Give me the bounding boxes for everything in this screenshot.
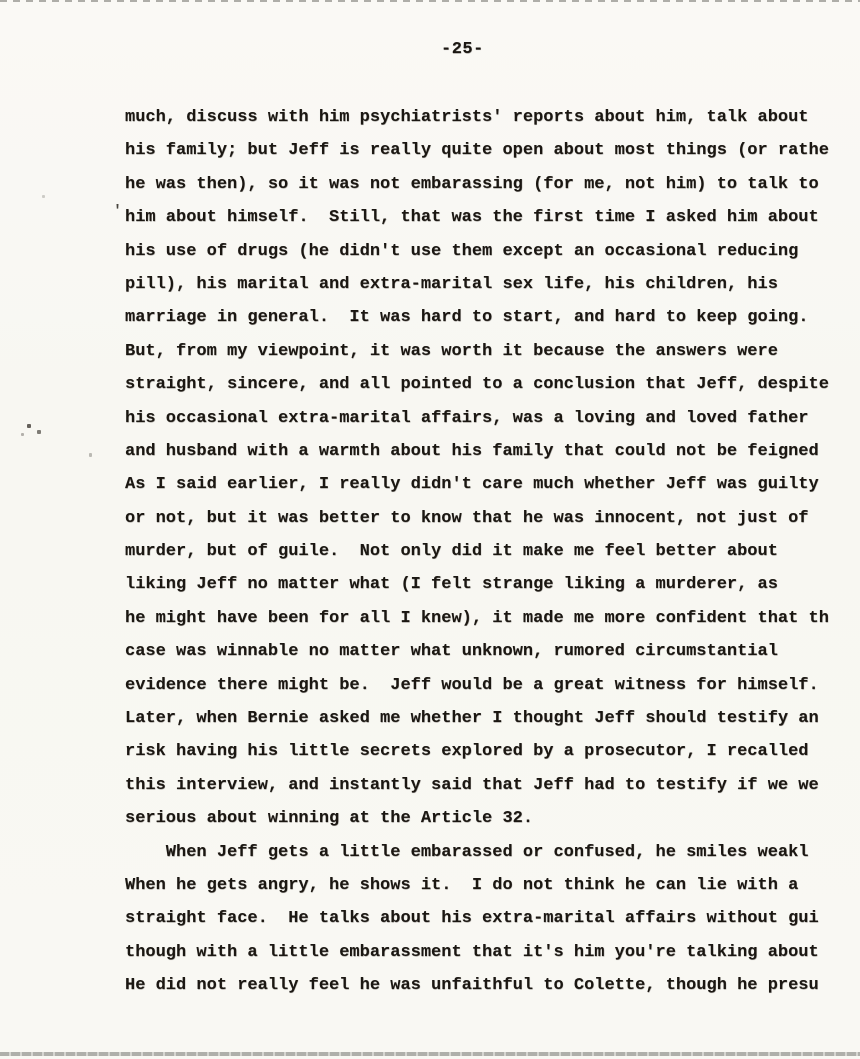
text-line: pill), his marital and extra-marital sex life, his children, his xyxy=(125,274,778,294)
scan-stray-mark: ' xyxy=(113,203,123,220)
scan-speck xyxy=(42,195,45,198)
scan-edge-top-artifact xyxy=(0,0,860,2)
text-line: But, from my viewpoint, it was worth it because the answers were xyxy=(125,341,778,361)
text-line: or not, but it was better to know that he was innocent, not just of xyxy=(125,508,809,528)
text-line: marriage in general. It was hard to start, and hard to keep going. xyxy=(125,308,809,328)
text-line: When he gets angry, he shows it. I do not think he can lie with a xyxy=(125,875,799,895)
text-line: and husband with a warmth about his family that could not be feigned xyxy=(125,441,819,461)
text-line: him about himself. Still, that was the first time I asked him about xyxy=(125,208,819,228)
text-line: He did not really feel he was unfaithful to Colette, though he presu xyxy=(125,976,819,996)
text-line: Later, when Bernie asked me whether I thought Jeff should testify an xyxy=(125,709,819,729)
scan-speck xyxy=(27,424,31,428)
text-line: much, discuss with him psychiatrists' reports about him, talk about xyxy=(125,108,809,127)
text-line: this interview, and instantly said that Jeff had to testify if we we xyxy=(125,775,819,795)
text-line: his use of drugs (he didn't use them except an occasional reducing xyxy=(125,241,799,261)
text-line: When Jeff gets a little embarassed or confused, he smiles weakl xyxy=(125,842,809,862)
text-line: liking Jeff no matter what (I felt strange liking a murderer, as xyxy=(125,575,778,595)
text-line: serious about winning at the Article 32. xyxy=(125,809,534,829)
text-line: his family; but Jeff is really quite open about most things (or rathe xyxy=(125,141,829,161)
text-line: he might have been for all I knew), it made me more confident that th xyxy=(125,608,829,628)
text-line: risk having his little secrets explored by a prosecutor, I recalled xyxy=(125,742,809,762)
scan-speck xyxy=(89,453,92,457)
text-line: evidence there might be. Jeff would be a great witness for himself. xyxy=(125,675,819,695)
text-line: though with a little embarassment that it's him you're talking about xyxy=(125,942,819,962)
scan-edge-bottom-artifact xyxy=(0,1052,860,1056)
text-line: he was then), so it was not embarassing (for me, not him) to talk to xyxy=(125,174,819,194)
text-line: his occasional extra-marital affairs, was a loving and loved father xyxy=(125,408,809,428)
text-line: As I said earlier, I really didn't care much whether Jeff was guilty xyxy=(125,475,819,495)
text-line: straight, sincere, and all pointed to a conclusion that Jeff, despite xyxy=(125,375,829,395)
text-line: straight face. He talks about his extra-marital affairs without gui xyxy=(125,909,819,929)
document-text-body xyxy=(125,101,860,1003)
scan-speck xyxy=(21,433,24,436)
text-line: murder, but of guile. Not only did it make me feel better about xyxy=(125,542,778,562)
page-number: -25- xyxy=(441,40,484,59)
text-line: case was winnable no matter what unknown, rumored circumstantial xyxy=(125,642,778,662)
scan-speck xyxy=(37,430,41,434)
